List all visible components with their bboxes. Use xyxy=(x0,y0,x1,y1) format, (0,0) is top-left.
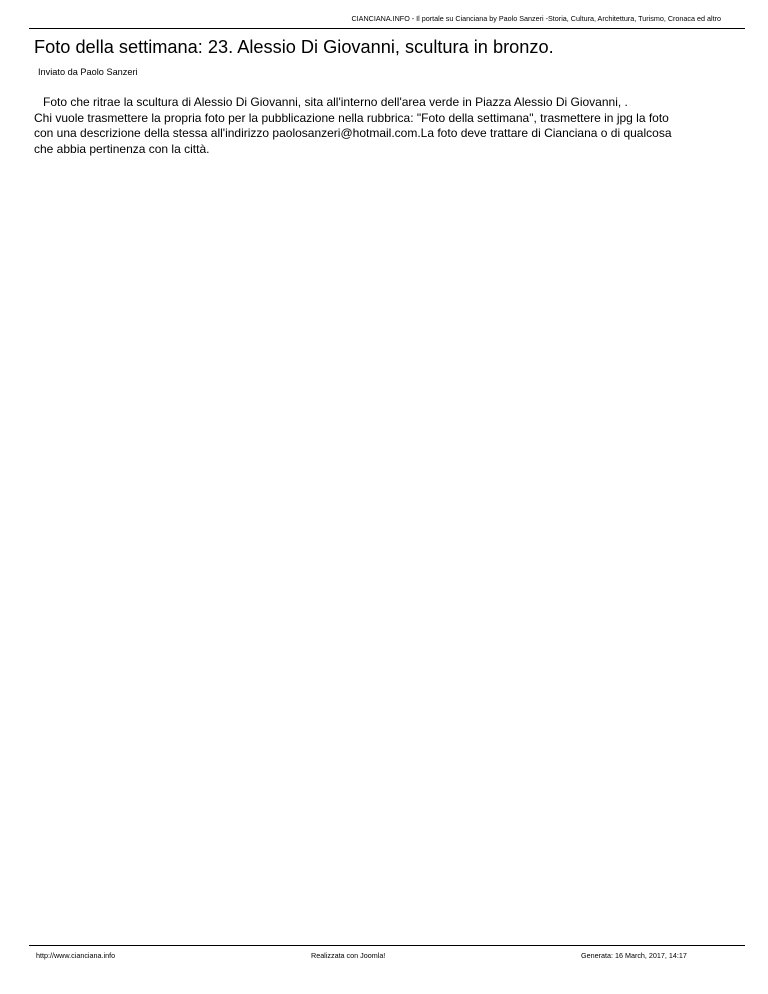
article-byline: Inviato da Paolo Sanzeri xyxy=(38,67,138,77)
article-body xyxy=(34,95,734,157)
body-line: che abbia pertinenza con la città. xyxy=(34,141,210,156)
body-line: Chi vuole trasmettere la propria foto per la pubblicazione nella rubbrica: "Foto della settimana", trasmettere in jpg la foto xyxy=(34,110,669,125)
footer-credit: Realizzata con Joomla! xyxy=(311,951,386,960)
body-line: Foto che ritrae la scultura di Alessio Di Giovanni, sita all'interno dell'area verde in Piazza Alessio Di Giovanni, . xyxy=(43,95,628,109)
footer-site-url[interactable]: http://www.cianciana.info xyxy=(36,951,116,960)
article-title: Foto della settimana: 23. Alessio Di Giovanni, scultura in bronzo. xyxy=(34,37,554,57)
body-line: con una descrizione della stessa all'indirizzo paolosanzeri@hotmail.com.La foto deve trattare di Cianciana o di qualcosa xyxy=(34,126,672,140)
header-divider xyxy=(29,28,745,29)
site-tagline: CIANCIANA.INFO - Il portale su Cianciana by Paolo Sanzeri -Storia, Cultura, Architettura, Turismo, Cronaca ed altro xyxy=(351,14,721,23)
footer-divider xyxy=(29,945,745,946)
footer-generated-date: Generata: 16 March, 2017, 14:17 xyxy=(581,951,687,960)
